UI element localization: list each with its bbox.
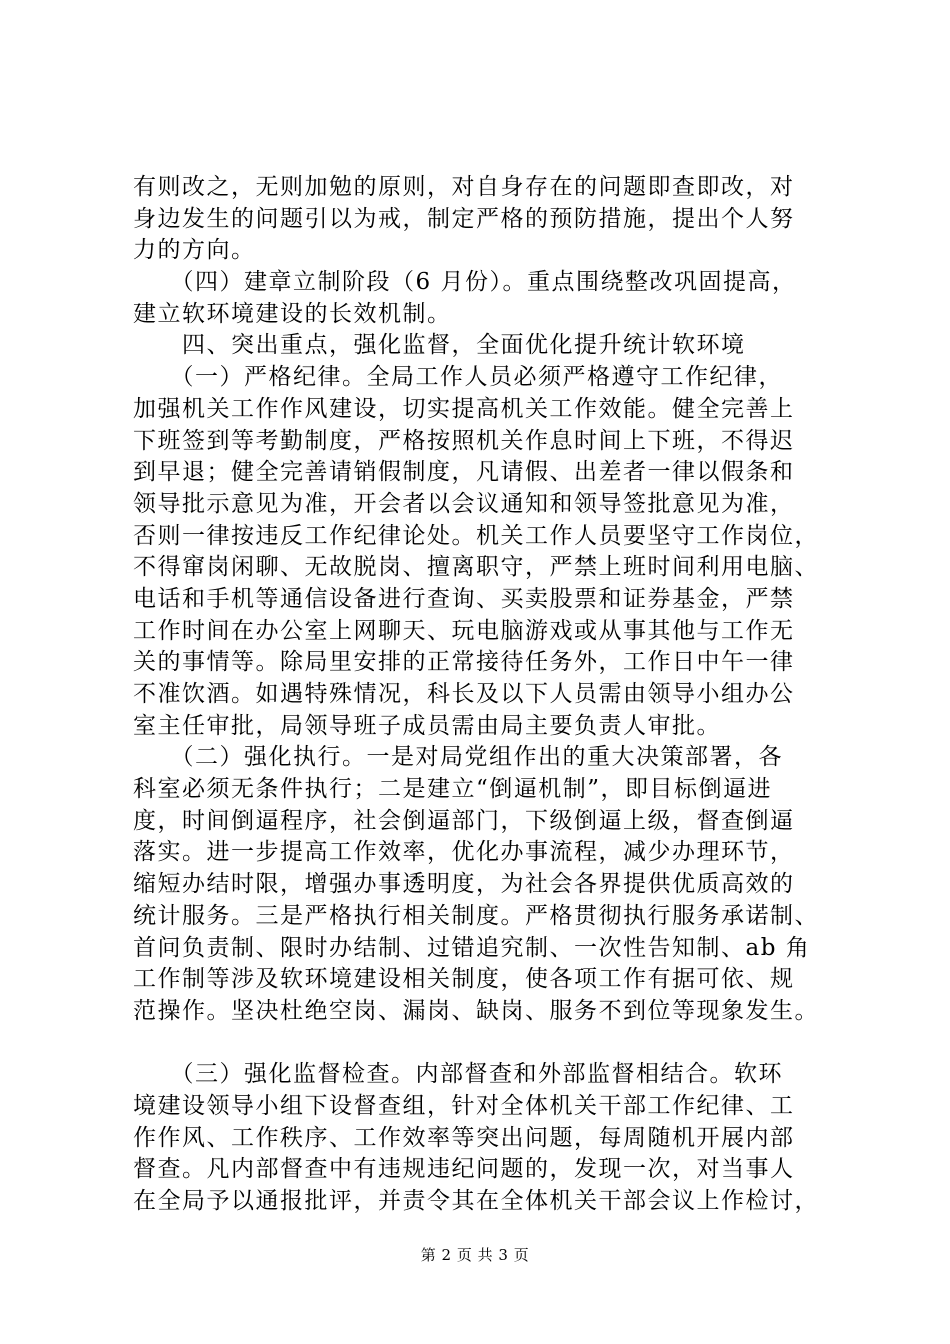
text-line: 作作风、工作秩序、工作效率等突出问题，每周随机开展内部 [133, 1124, 795, 1151]
text-line: 到早退；健全完善请销假制度，凡请假、出差者一律以假条和 [133, 459, 795, 486]
page-footer [0, 1244, 950, 1265]
document-body [133, 172, 833, 1218]
text-line: （一）严格纪律。全局工作人员必须严格遵守工作纪律， [133, 364, 783, 391]
text-line: 建立软环境建设的长效机制。 [133, 300, 452, 327]
text-line: 范操作。坚决杜绝空岗、漏岗、缺岗、服务不到位等现象发生。 [133, 997, 819, 1024]
text-line: 在全局予以通报批评，并责令其在全体机关干部会议上作检讨， [133, 1188, 819, 1214]
text-line: 落实。进一步提高工作效率，优化办事流程，减少办理环节， [133, 839, 795, 866]
text-line: （三）强化监督检查。内部督查和外部监督相结合。软环 [133, 1061, 783, 1088]
text-line: 电话和手机等通信设备进行查询、买卖股票和证券基金，严禁 [133, 585, 795, 612]
text-line: 不得窜岗闲聊、无故脱岗、擅离职守，严禁上班时间利用电脑、 [133, 554, 819, 581]
text-line: 首问负责制、限时办结制、过错追究制、一次性告知制、ab 角 [133, 934, 811, 961]
text-line: 关的事情等。除局里安排的正常接待任务外，工作日中午一律 [133, 649, 795, 676]
text-line: 缩短办结时限，增强办事透明度，为社会各界提供优质高效的 [133, 871, 795, 898]
section-heading: 四、突出重点，强化监督，全面优化提升统计软环境 [133, 332, 746, 359]
text-line: 室主任审批，局领导班子成员需由局主要负责人审批。 [133, 712, 721, 739]
text-line: 加强机关工作作风建设，切实提高机关工作效能。健全完善上 [133, 395, 795, 422]
text-line: 境建设领导小组下设督查组，针对全体机关干部工作纪律、工 [133, 1092, 795, 1119]
page-number: 第 2 页 共 3 页 [420, 1246, 530, 1264]
text-line: 领导批示意见为准，开会者以会议通知和领导签批意见为准， [133, 490, 795, 517]
text-line: （二）强化执行。一是对局党组作出的重大决策部署，各 [133, 744, 783, 771]
text-line: 科室必须无条件执行；二是建立“倒逼机制”，即目标倒逼进 [133, 776, 773, 803]
text-line: 工作制等涉及软环境建设相关制度，使各项工作有据可依、规 [133, 966, 795, 993]
text-line: 否则一律按违反工作纪律论处。机关工作人员要坚守工作岗位， [133, 522, 819, 549]
text-line: 工作时间在办公室上网聊天、玩电脑游戏或从事其他与工作无 [133, 617, 795, 644]
text-line: 不准饮酒。如遇特殊情况，科长及以下人员需由领导小组办公 [133, 681, 795, 707]
text-line: 下班签到等考勤制度，严格按照机关作息时间上下班，不得迟 [133, 427, 795, 454]
text-line: （四）建章立制阶段（6 月份）。重点围绕整改巩固提高， [133, 269, 797, 296]
text-line: 统计服务。三是严格执行相关制度。严格贯彻执行服务承诺制、 [133, 902, 819, 929]
text-line: 身边发生的问题引以为戒，制定严格的预防措施，提出个人努 [133, 205, 795, 232]
text-line: 督查。凡内部督查中有违规违纪问题的，发现一次，对当事人 [133, 1156, 795, 1183]
text-line: 有则改之，无则加勉的原则，对自身存在的问题即查即改，对 [133, 174, 795, 200]
text-line: 度，时间倒逼程序，社会倒逼部门，下级倒逼上级，督查倒逼 [133, 807, 795, 834]
text-line: 力的方向。 [133, 237, 256, 264]
paragraph-gap [133, 1028, 833, 1060]
